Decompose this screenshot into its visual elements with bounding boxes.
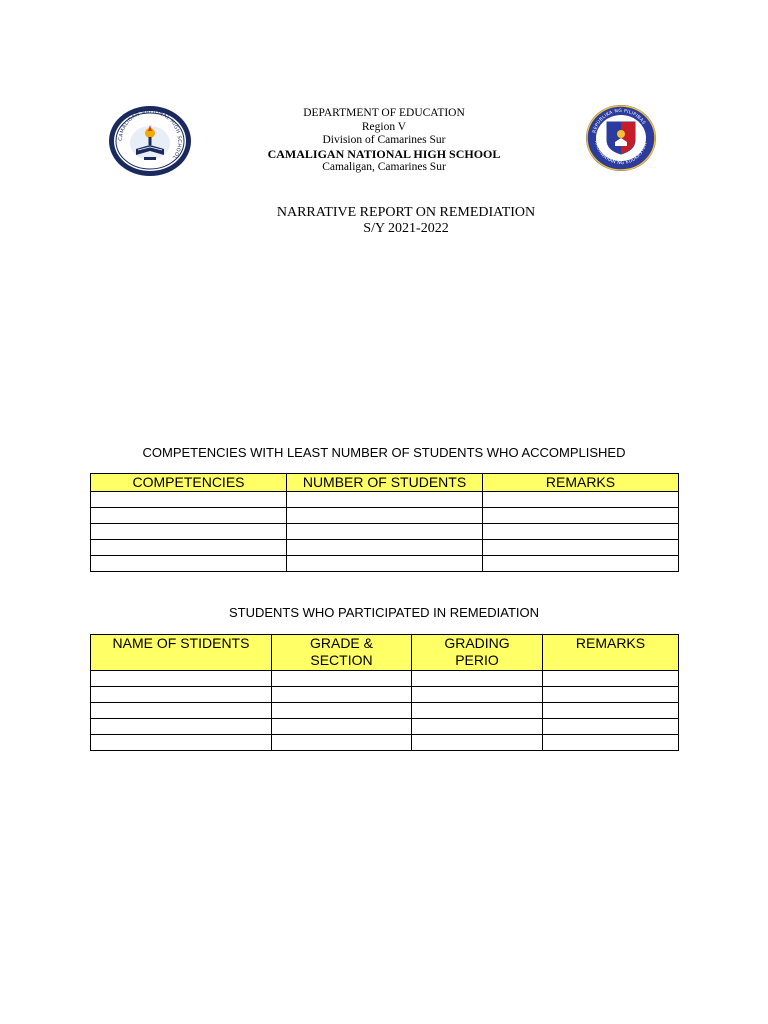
table-cell[interactable] <box>483 508 679 524</box>
grade-line1: GRADE & <box>309 635 373 651</box>
table-cell[interactable] <box>412 719 543 735</box>
period-line2: PERIO <box>455 652 499 668</box>
table-cell[interactable] <box>91 508 287 524</box>
school-name: CAMALIGAN NATIONAL HIGH SCHOOL <box>267 146 501 161</box>
table-row <box>91 735 679 751</box>
table-cell[interactable] <box>272 719 412 735</box>
table-cell[interactable] <box>91 524 287 540</box>
column-header-grade-section <box>272 635 412 671</box>
table-cell[interactable] <box>91 540 287 556</box>
table-cell[interactable] <box>91 671 272 687</box>
table-cell[interactable] <box>543 719 679 735</box>
period-line1: GRADING <box>444 635 510 651</box>
table-cell[interactable] <box>483 524 679 540</box>
table-cell[interactable] <box>287 508 483 524</box>
table-cell[interactable] <box>91 687 272 703</box>
table-row <box>91 540 679 556</box>
column-header-remarks: REMARKS <box>483 474 679 492</box>
table-cell[interactable] <box>483 556 679 572</box>
school-year: S/Y 2021-2022 <box>363 221 449 236</box>
table-row <box>91 703 679 719</box>
table-header-row <box>91 635 679 671</box>
table-cell[interactable] <box>412 735 543 751</box>
column-header-name: NAME OF STIDENTS <box>91 635 272 671</box>
table-cell[interactable] <box>287 540 483 556</box>
table-row <box>91 492 679 508</box>
table-cell[interactable] <box>412 671 543 687</box>
column-header-number-of-students: NUMBER OF STUDENTS <box>287 474 483 492</box>
table-cell[interactable] <box>91 703 272 719</box>
division-name: Division of Camarines Sur <box>322 134 446 146</box>
competencies-heading: COMPETENCIES WITH LEAST NUMBER OF STUDENTS WHO ACCOMPLISHED <box>142 445 626 460</box>
table-header-row <box>91 474 679 492</box>
table-cell[interactable] <box>91 735 272 751</box>
table-cell[interactable] <box>412 687 543 703</box>
table-cell[interactable] <box>272 671 412 687</box>
competencies-table <box>90 473 679 572</box>
table-cell[interactable] <box>483 492 679 508</box>
table-cell[interactable] <box>543 703 679 719</box>
column-header-remarks: REMARKS <box>543 635 679 671</box>
column-header-grading-period <box>412 635 543 671</box>
table-row <box>91 524 679 540</box>
table-cell[interactable] <box>272 687 412 703</box>
table-cell[interactable] <box>272 735 412 751</box>
participants-heading: STUDENTS WHO PARTICIPATED IN REMEDIATION <box>228 605 540 620</box>
deped-seal-text-top: REPUBLIKA NG PILIPINAS <box>592 108 646 134</box>
table-cell[interactable] <box>91 492 287 508</box>
school-address: Camaligan, Camarines Sur <box>322 161 446 173</box>
column-header-competencies: COMPETENCIES <box>91 474 287 492</box>
table-row <box>91 671 679 687</box>
deped-seal-icon <box>585 104 657 172</box>
table-cell[interactable] <box>287 492 483 508</box>
grade-line2: SECTION <box>310 652 373 668</box>
table-cell[interactable] <box>91 719 272 735</box>
department-name: DEPARTMENT OF EDUCATION <box>303 107 465 119</box>
school-seal-text: CAMALIGAN NATIONAL HIGH SCHOOL <box>117 108 183 161</box>
report-title-line1: NARRATIVE REPORT ON REMEDIATION <box>276 205 536 220</box>
region-name: Region V <box>361 120 407 133</box>
table-row <box>91 687 679 703</box>
deped-seal-text-bottom: KAGAWARAN NG EDUKASYON <box>593 140 649 167</box>
participants-table <box>90 634 679 751</box>
school-header <box>234 107 534 175</box>
table-cell[interactable] <box>543 735 679 751</box>
school-seal-icon <box>108 105 192 177</box>
report-title <box>234 205 578 237</box>
table-cell[interactable] <box>272 703 412 719</box>
table-cell[interactable] <box>287 556 483 572</box>
table-cell[interactable] <box>91 556 287 572</box>
table-cell[interactable] <box>543 671 679 687</box>
table-row <box>91 508 679 524</box>
table-cell[interactable] <box>412 703 543 719</box>
table-row <box>91 719 679 735</box>
table-row <box>91 556 679 572</box>
table-cell[interactable] <box>483 540 679 556</box>
table-cell[interactable] <box>287 524 483 540</box>
table-cell[interactable] <box>543 687 679 703</box>
